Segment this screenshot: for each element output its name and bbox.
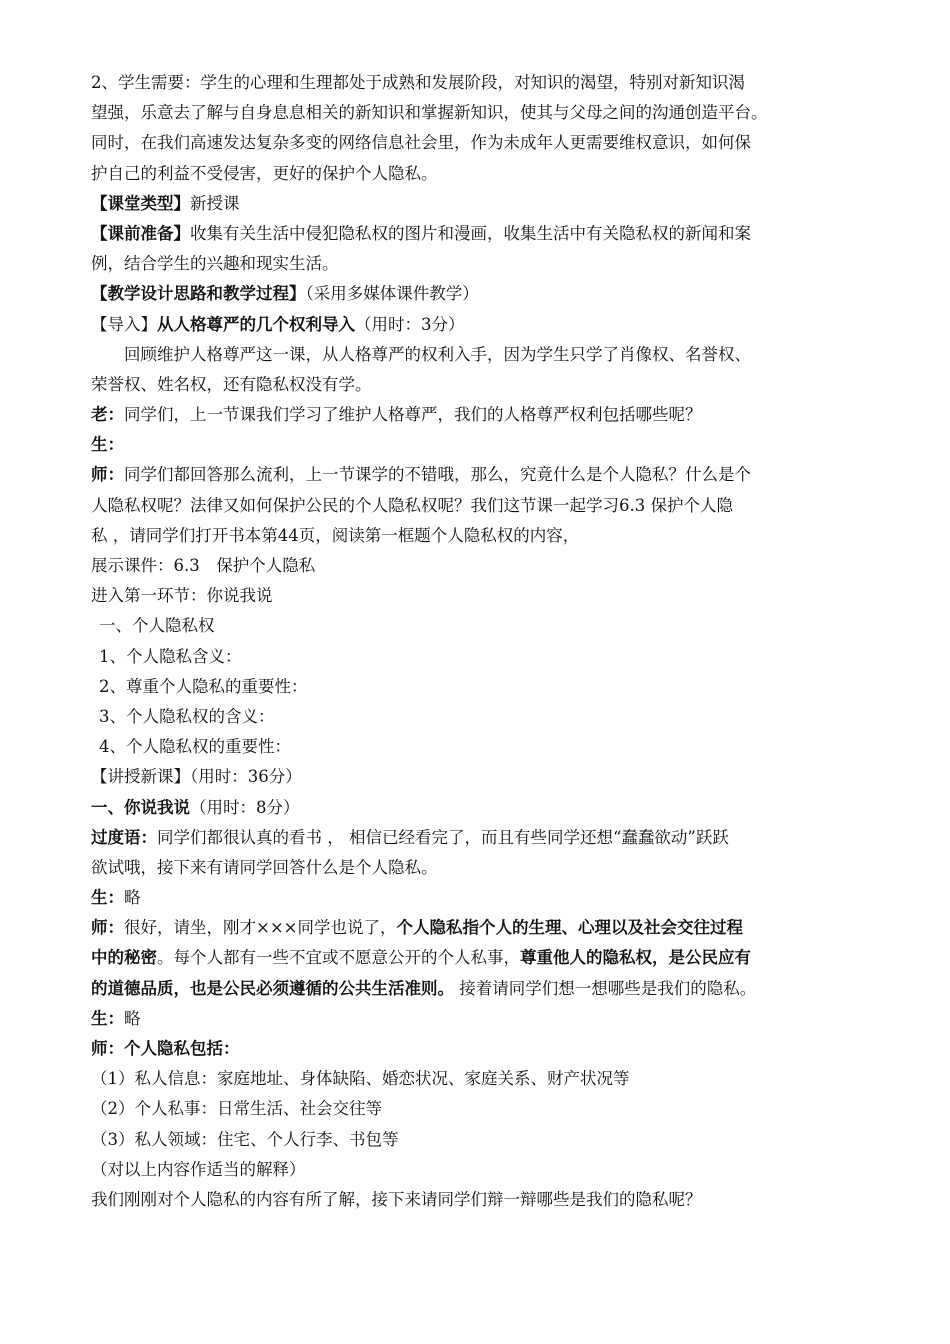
text-line — [91, 279, 881, 309]
text-line: 2、学生需要：学生的心理和生理都处于成熟和发展阶段，对知识的渴望，特别对新知识渴 — [91, 73, 745, 92]
section-value: （用时：3分） — [355, 314, 465, 334]
text-line — [91, 460, 881, 490]
section-heading: 一、你说我说 — [91, 797, 190, 817]
section-value: （采用多媒体课件教学） — [305, 284, 479, 304]
text-line — [91, 913, 881, 943]
text-line: 同时，在我们高速发达复杂多变的网络信息社会里，作为未成年人更需要维权意识，如何保 — [91, 133, 751, 153]
text-line: 我们刚刚对个人隐私的内容有所了解，接下来请同学们辩一辩哪些是我们的隐私呢？ — [91, 1189, 702, 1209]
emphasis-text: 中的秘密 — [91, 948, 157, 968]
speaker-label: 过度语： — [91, 827, 157, 847]
text-line: 望强，乐意去了解与自身息息相关的新知识和掌握新知识，使其与父母之间的沟通创造平台。 — [91, 103, 768, 123]
text-line: （对以上内容作适当的解释） — [91, 1159, 306, 1179]
speaker-text: 同学们都很认真的看书 ， 相信已经看完了，而且有些同学还想“蠢蠢欲动”跃跃 — [157, 827, 729, 847]
section-value: 新授课 — [190, 193, 240, 213]
text-line: 展示课件：6.3 保护个人隐私 — [91, 556, 316, 575]
text-line — [91, 823, 881, 853]
emphasis-text: 的道德品质，也是公民必须遵循的公共生活准则。 — [91, 978, 454, 998]
text-line — [91, 883, 881, 913]
text-line — [91, 762, 881, 792]
list-item: （2）个人私事：日常生活、社会交往等 — [91, 1099, 382, 1119]
section-value: （用时：8分） — [190, 797, 300, 817]
section-value: 收集有关生活中侵犯隐私权的图片和漫画，收集生活中有关隐私权的新闻和案 — [190, 223, 751, 243]
text-line — [91, 310, 881, 340]
text-line — [91, 1004, 881, 1034]
outline-item: 1、个人隐私含义： — [99, 646, 242, 666]
document-body — [91, 68, 881, 1215]
speaker-label: 生： — [91, 1008, 124, 1028]
section-label: 【教学设计思路和教学过程】 — [91, 284, 306, 304]
list-item: （1）私人信息：家庭地址、身体缺陷、婚恋状况、家庭关系、财产状况等 — [91, 1069, 630, 1089]
subheading: 师：个人隐私包括： — [91, 1039, 240, 1058]
text-line: 回顾维护人格尊严这一课，从人格尊严的权利入手，因为学生只学了肖像权、名誉权、 — [124, 344, 751, 364]
speaker-text: 同学们，上一节课我们学习了维护人格尊严，我们的人格尊严权利包括哪些呢？ — [124, 405, 702, 425]
section-label: 【导入】 — [91, 314, 157, 334]
text-line — [91, 793, 881, 823]
speaker-label: 师： — [91, 465, 124, 485]
emphasis-text: 个人隐私指个人的生理、心理以及社会交往过程 — [396, 918, 743, 938]
section-heading: 从人格尊严的几个权利导入 — [157, 314, 355, 334]
list-item: （3）私人领域：住宅、个人行李、书包等 — [91, 1129, 399, 1149]
text-line — [91, 219, 881, 249]
speaker-text: 略 — [124, 1008, 141, 1028]
text-line: 例，结合学生的兴趣和现实生活。 — [91, 254, 339, 274]
speaker-label: 师： — [91, 918, 124, 938]
speaker-text: 很好，请坐，刚才×××同学也说了， — [124, 918, 397, 938]
outline-item: 一、个人隐私权 — [99, 616, 215, 636]
outline-item: 3、个人隐私权的含义： — [99, 706, 275, 726]
text-line: 私 ，请同学们打开书本第44页，阅读第一框题个人隐私权的内容， — [91, 525, 580, 545]
text-line — [91, 189, 881, 219]
outline-item: 2、尊重个人隐私的重要性： — [99, 676, 308, 696]
text-line — [91, 943, 881, 973]
text-line — [91, 400, 881, 430]
text-line: 荣誉权、姓名权，还有隐私权没有学。 — [91, 374, 372, 394]
text-line: 进入第一环节：你说我说 — [91, 586, 273, 606]
section-label: 【讲授新课】 — [91, 767, 190, 787]
text-line: 人隐私权呢？法律又如何保护公民的个人隐私权呢？我们这节课一起学习6.3 保护个人隐 — [91, 495, 733, 515]
speaker-label: 生： — [91, 888, 124, 908]
section-label: 【课前准备】 — [91, 223, 190, 243]
speaker-label: 生： — [91, 435, 124, 455]
text-line — [91, 974, 881, 1004]
speaker-label: 老： — [91, 405, 124, 425]
speaker-text: 接着请同学们想一想哪些是我们的隐私。 — [454, 978, 757, 998]
section-value: （用时：36分） — [190, 767, 302, 787]
speaker-text: 。每个人都有一些不宜或不愿意公开的个人私事， — [157, 948, 520, 968]
text-line: 欲试哦，接下来有请同学回答什么是个人隐私。 — [91, 857, 438, 877]
emphasis-text: 尊重他人的隐私权，是公民应有 — [520, 948, 751, 968]
speaker-text: 略 — [124, 888, 141, 908]
speaker-text: 同学们都回答那么流利，上一节课学的不错哦，那么，究竟什么是个人隐私？什么是个 — [124, 465, 751, 485]
outline-item: 4、个人隐私权的重要性： — [99, 737, 291, 757]
section-label: 【课堂类型】 — [91, 193, 190, 213]
text-line: 护自己的利益不受侵害，更好的保护个人隐私。 — [91, 163, 438, 183]
